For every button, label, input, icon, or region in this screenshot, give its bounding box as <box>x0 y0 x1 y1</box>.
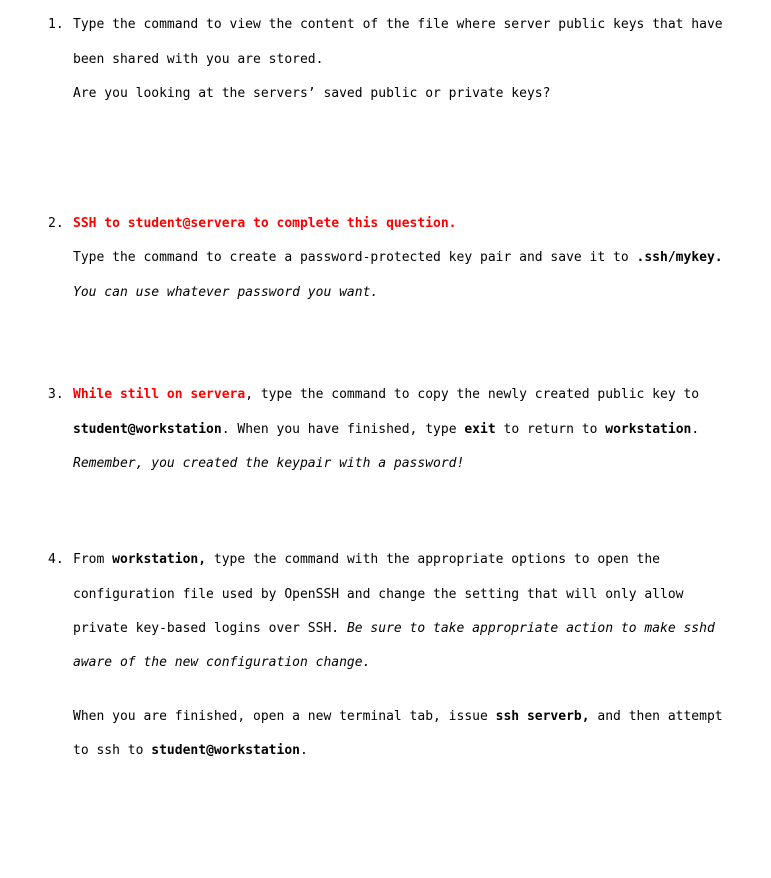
question-4-line-5-text-2: and then attempt <box>589 709 723 724</box>
ssh-serverb-command: ssh serverb, <box>495 709 590 724</box>
question-2-line-1 <box>73 250 723 265</box>
question-4-line-1-text-1: From <box>73 552 113 567</box>
question-4-line-1-text-2: type the command with the appropriate options to open the <box>206 552 661 567</box>
question-3-line-3: Remember, you created the keypair with a password! <box>73 456 465 471</box>
question-3-highlight: While still on servera <box>73 387 246 402</box>
question-4-line-5 <box>73 709 723 724</box>
question-4-line-1 <box>73 552 660 567</box>
question-3-line-1 <box>73 387 699 402</box>
question-number: 2. <box>48 216 64 231</box>
key-path: .ssh/mykey. <box>636 250 723 265</box>
question-3-line-2 <box>73 422 699 437</box>
question-1-line-2: been shared with you are stored. <box>73 52 324 67</box>
question-4-line-3-italic: Be sure to take appropriate action to make sshd <box>346 621 715 636</box>
question-number: 1. <box>48 17 64 32</box>
question-number: 4. <box>48 552 64 567</box>
question-4-line-6-text-1: to ssh to <box>73 743 152 758</box>
question-4-line-6-text-2: . <box>300 743 308 758</box>
question-3-line-1-text: , type the command to copy the newly created public key to <box>245 387 700 402</box>
question-4-line-3-text: private key-based logins over SSH. <box>73 621 347 636</box>
question-4-line-2: configuration file used by OpenSSH and change the setting that will only allow <box>73 587 684 602</box>
question-1-line-1: Type the command to view the content of the file where server public keys that have <box>73 17 723 32</box>
workstation-host: workstation <box>605 422 692 437</box>
workstation-host: workstation, <box>112 552 207 567</box>
question-3-line-2-text-2: to return to <box>495 422 606 437</box>
question-2-line-1-text: Type the command to create a password-protected key pair and save it to <box>73 250 637 265</box>
question-2-line-2: You can use whatever password you want. <box>73 285 379 300</box>
question-4-line-6 <box>73 743 308 758</box>
target-host: student@workstation <box>73 422 222 437</box>
exit-command: exit <box>464 422 496 437</box>
target-host: student@workstation <box>151 743 300 758</box>
question-2-heading: SSH to student@servera to complete this question. <box>73 216 457 231</box>
question-4-line-5-text-1: When you are finished, open a new terminal tab, issue <box>73 709 496 724</box>
question-4-line-3 <box>73 621 715 636</box>
question-3-line-2-text-1: . When you have finished, type <box>221 422 465 437</box>
question-1-line-3: Are you looking at the servers’ saved public or private keys? <box>73 86 551 101</box>
question-3-line-2-text-3: . <box>691 422 700 437</box>
question-number: 3. <box>48 387 64 402</box>
question-4-line-4: aware of the new configuration change. <box>73 655 371 670</box>
